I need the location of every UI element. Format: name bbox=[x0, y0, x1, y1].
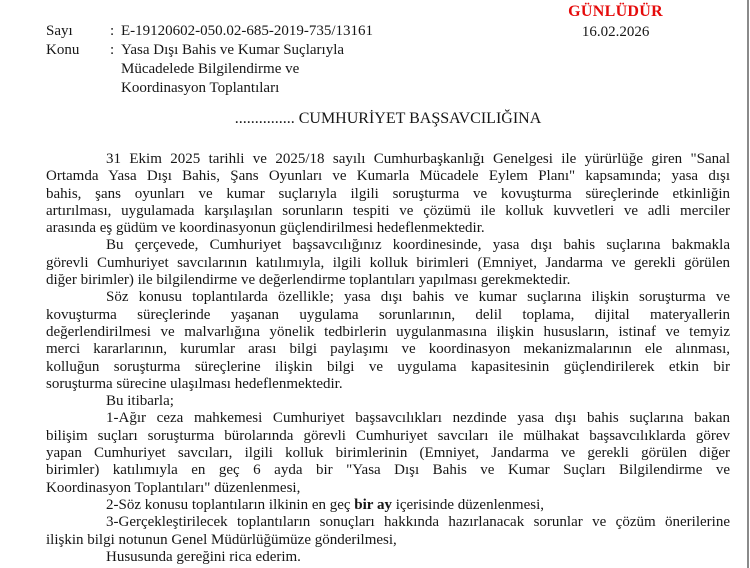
body-line: Söz konusu toplantılarda özellikle; yasa dışı bahis ve kumar suçlarına ilişkin soruşturma ve bbox=[106, 289, 730, 306]
body-line: arasında eş güdüm ve koordinasyonun güçlendirilmesi hedeflenmektedir. bbox=[46, 220, 485, 237]
body-line: diğer birimler) ile bilgilendirme ve değerlendirme toplantıları yapılması gerekmektedir. bbox=[46, 272, 571, 289]
body-line: görevli Cumhuriyet savcılarının katılımıyla, ilgili kolluk birimleri (Emniyet, Jandarma ve gerekli görülen bbox=[46, 254, 730, 271]
body-line: 3-Gerçekleştirilecek toplantıların sonuçları hakkında hazırlanacak sorunlar ve çözüm önerilerine bbox=[106, 514, 730, 531]
sayi-colon: : bbox=[110, 23, 115, 39]
body-line-segment: içerisinde düzenlenmesi, bbox=[391, 496, 544, 513]
body-line: yapan Cumhuriyet savcıları, ilgili kolluk birimlerinin (Emniyet, Jandarma ve gerekli görülen diğer bbox=[46, 445, 730, 462]
sayi-row bbox=[46, 22, 373, 41]
body-line: ilişkin bilgi notunun Genel Müdürlüğümüze gönderilmesi, bbox=[46, 531, 397, 548]
body-line: kolluğun soruşturma süreçlerine ilişkin bilgi ve uygulama kapasitesinin güçlendirilerek etkin bir bbox=[46, 358, 730, 375]
body-line bbox=[46, 497, 730, 514]
sayi-label: Sayı bbox=[46, 23, 73, 39]
konu-label: Konu bbox=[46, 42, 80, 58]
body-line: Ortamda Yasa Dışı Bahis, Şans Oyunları ve Kumarla Mücadele Eylem Planı" kapsamında; yasa dışı bbox=[46, 168, 730, 185]
recipient-title: ............... CUMHURİYET BAŞSAVCILIĞINA bbox=[234, 110, 542, 127]
document-date: 16.02.2026 bbox=[581, 24, 650, 40]
body-line: kovuşturma süreçlerinde yaşanan uygulama sorunlarının, delil toplama, dijital materyallerin bbox=[46, 306, 730, 323]
konu-value-line: Mücadelede Bilgilendirme ve bbox=[121, 61, 300, 77]
document-body bbox=[46, 151, 730, 566]
konu-value-line: Koordinasyon Toplantıları bbox=[121, 80, 280, 96]
body-line: 31 Ekim 2025 tarihli ve 2025/18 sayılı Cumhurbaşkanlığı Genelgesi ile yürürlüğe giren "Sanal bbox=[106, 151, 730, 167]
body-line: Bu itibarla; bbox=[106, 393, 174, 410]
page-edge-line bbox=[747, 0, 749, 568]
body-line: Koordinasyon Toplantıları" düzenlenmesi, bbox=[46, 479, 301, 496]
body-line: bahis, şans oyunları ve kumar suçlarıyla ilgili soruşturma ve kovuşturma süreçlerinde etkinliğin bbox=[46, 185, 730, 202]
body-line: 1-Ağır ceza mahkemesi Cumhuriyet başsavcılıkları nezdinde yasa dışı bahis suçlarına bakan bbox=[106, 410, 730, 427]
body-line: Bu çerçevede, Cumhuriyet başsavcılığınız koordinesinde, yasa dışı bahis suçlarına bakmakla bbox=[106, 237, 730, 254]
stamp-block bbox=[568, 2, 663, 42]
konu-colon: : bbox=[110, 42, 115, 58]
body-line: soruşturma sürecine ulaşılması hedeflenmektedir. bbox=[46, 375, 343, 392]
document-header bbox=[46, 22, 373, 98]
body-line: bilişim suçları soruşturma bürolarında görevli Cumhuriyet savcıları ile mülhakat başsavcılıklarda görev bbox=[46, 427, 730, 444]
body-line: merci kararlarının, kurumlar arası bilgi paylaşımı ve koordinasyon mekanizmalarının ele alınması, bbox=[46, 341, 730, 358]
sayi-value: E-19120602-050.02-685-2019-735/13161 bbox=[121, 23, 374, 39]
body-line: değerlendirilmesi ve malvarlığına yönelik tedbirlerin uygulanmasına ilişkin hususların, istinaf ve temyiz bbox=[46, 323, 730, 340]
konu-row bbox=[46, 41, 373, 60]
body-line-segment: 2-Söz konusu toplantıların ilkinin en geç bbox=[106, 496, 355, 513]
body-line: birimler) katılımıyla en geç 6 ayda bir "Yasa Dışı Bahis ve Kumar Suçları Bilgilendirme ve bbox=[46, 462, 730, 479]
konu-value-line: Yasa Dışı Bahis ve Kumar Suçlarıyla bbox=[121, 42, 345, 58]
gunludur-stamp: GÜNLÜDÜR bbox=[568, 3, 663, 20]
body-line-bold-segment: bir ay bbox=[354, 496, 392, 513]
body-line: Hususunda gereğini rica ederim. bbox=[106, 548, 301, 565]
body-line: artırılması, uygulamada karşılaşılan sorunların tespiti ve çözümü ile kolluk kuvvetleri ve adli merciler bbox=[46, 202, 730, 219]
